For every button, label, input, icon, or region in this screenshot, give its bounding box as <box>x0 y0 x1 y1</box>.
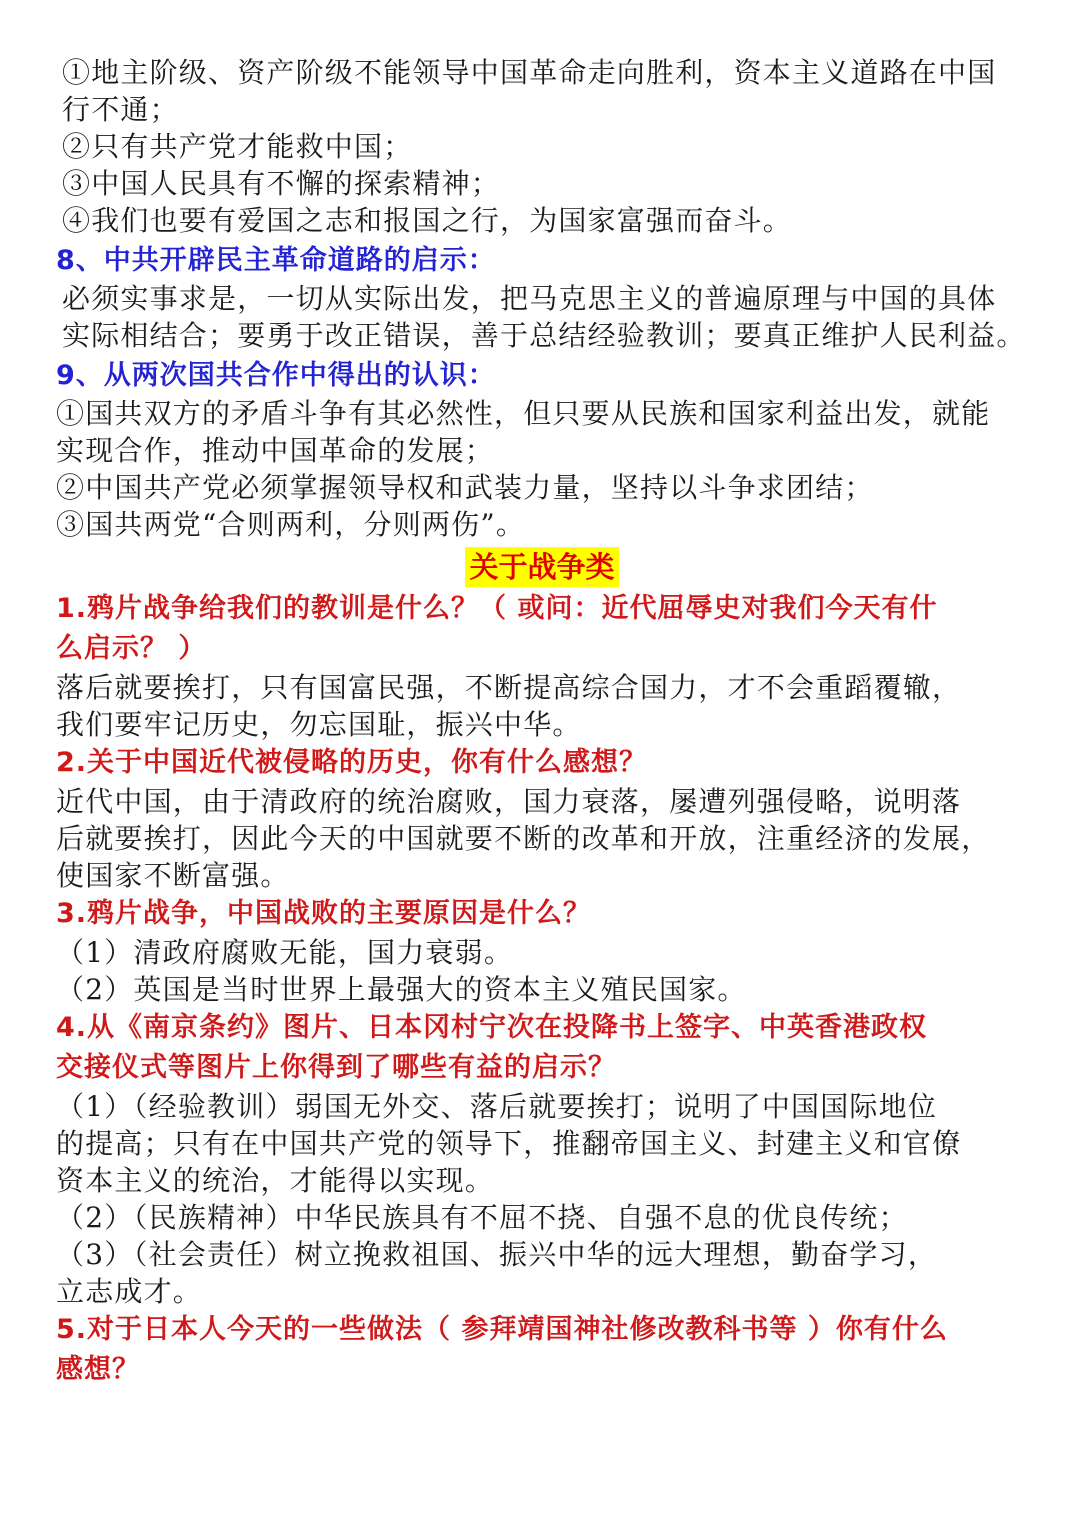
answer-line: 实际相结合；要勇于改正错误，善于总结经验教训；要真正维护人民利益。 <box>62 319 1026 352</box>
answer-line: 近代中国，由于清政府的统治腐败，国力衰落，屡遭列强侵略，说明落 <box>56 785 962 818</box>
answer-line: 落后就要挨打，只有国富民强，不断提高综合国力，才不会重蹈覆辙， <box>56 671 962 704</box>
war-question-4-heading: 4.从《南京条约》图片、日本冈村宁次在投降书上签字、中英香港政权 <box>56 1012 928 1043</box>
answer-line: （2）英国是当时世界上最强大的资本主义殖民国家。 <box>56 973 747 1006</box>
answer-line: （2）（民族精神）中华民族具有不屈不挠、自强不息的优良传统； <box>56 1201 908 1234</box>
question-8-heading: 8、中共开辟民主革命道路的启示： <box>56 245 496 276</box>
answer-line: （1）（经验教训）弱国无外交、落后就要挨打；说明了中国国际地位 <box>56 1090 938 1123</box>
war-question-1-heading: 1.鸦片战争给我们的教训是什么？（ 或问：近代屈辱史对我们今天有什 <box>56 593 938 624</box>
answer-line: 必须实事求是，一切从实际出发，把马克思主义的普遍原理与中国的具体 <box>62 282 997 315</box>
section-title: 关于战争类 <box>465 547 618 587</box>
answer-line: ③国共两党“合则两利，分则两伤”。 <box>56 508 526 541</box>
answer-line: 使国家不断富强。 <box>56 859 290 892</box>
answer-line: 资本主义的统治，才能得以实现。 <box>56 1164 495 1197</box>
list-item: ④我们也要有爱国之志和报国之行，为国家富强而奋斗。 <box>62 204 793 237</box>
answer-line: 立志成才。 <box>56 1275 203 1308</box>
war-question-5-heading-cont: 感想？ <box>56 1354 140 1385</box>
war-question-2-heading: 2.关于中国近代被侵略的历史，你有什么感想？ <box>56 747 648 778</box>
answer-line: 我们要牢记历史，勿忘国耻，振兴中华。 <box>56 708 582 741</box>
answer-line: 实现合作，推动中国革命的发展； <box>56 434 495 467</box>
answer-line: 后就要挨打，因此今天的中国就要不断的改革和开放，注重经济的发展， <box>56 822 991 855</box>
section-title-wrap <box>56 547 1028 587</box>
list-item: ①地主阶级、资产阶级不能领导中国革命走向胜利，资本主义道路在中国 <box>62 56 997 89</box>
answer-line: （1）清政府腐败无能，国力衰弱。 <box>56 936 514 969</box>
document-page <box>56 54 1028 1390</box>
answer-line: ②中国共产党必须掌握领导权和武装力量，坚持以斗争求团结； <box>56 471 874 504</box>
war-question-4-heading-cont: 交接仪式等图片上你得到了哪些有益的启示？ <box>56 1052 616 1083</box>
answer-line: （3）（社会责任）树立挽救祖国、振兴中华的远大理想，勤奋学习， <box>56 1238 938 1271</box>
answer-line: 的提高；只有在中国共产党的领导下，推翻帝国主义、封建主义和官僚 <box>56 1127 962 1160</box>
list-item: ③中国人民具有不懈的探索精神； <box>62 167 501 200</box>
question-9-heading: 9、从两次国共合作中得出的认识： <box>56 360 496 391</box>
list-item: 行不通； <box>62 93 179 126</box>
war-question-1-heading-cont: 么启示？ ） <box>56 633 207 664</box>
war-question-5-heading: 5.对于日本人今天的一些做法（ 参拜靖国神社修改教科书等 ）你有什么 <box>56 1314 948 1345</box>
answer-line: ①国共双方的矛盾斗争有其必然性，但只要从民族和国家利益出发，就能 <box>56 397 991 430</box>
war-question-3-heading: 3.鸦片战争，中国战败的主要原因是什么？ <box>56 898 592 929</box>
list-item: ②只有共产党才能救中国； <box>62 130 413 163</box>
